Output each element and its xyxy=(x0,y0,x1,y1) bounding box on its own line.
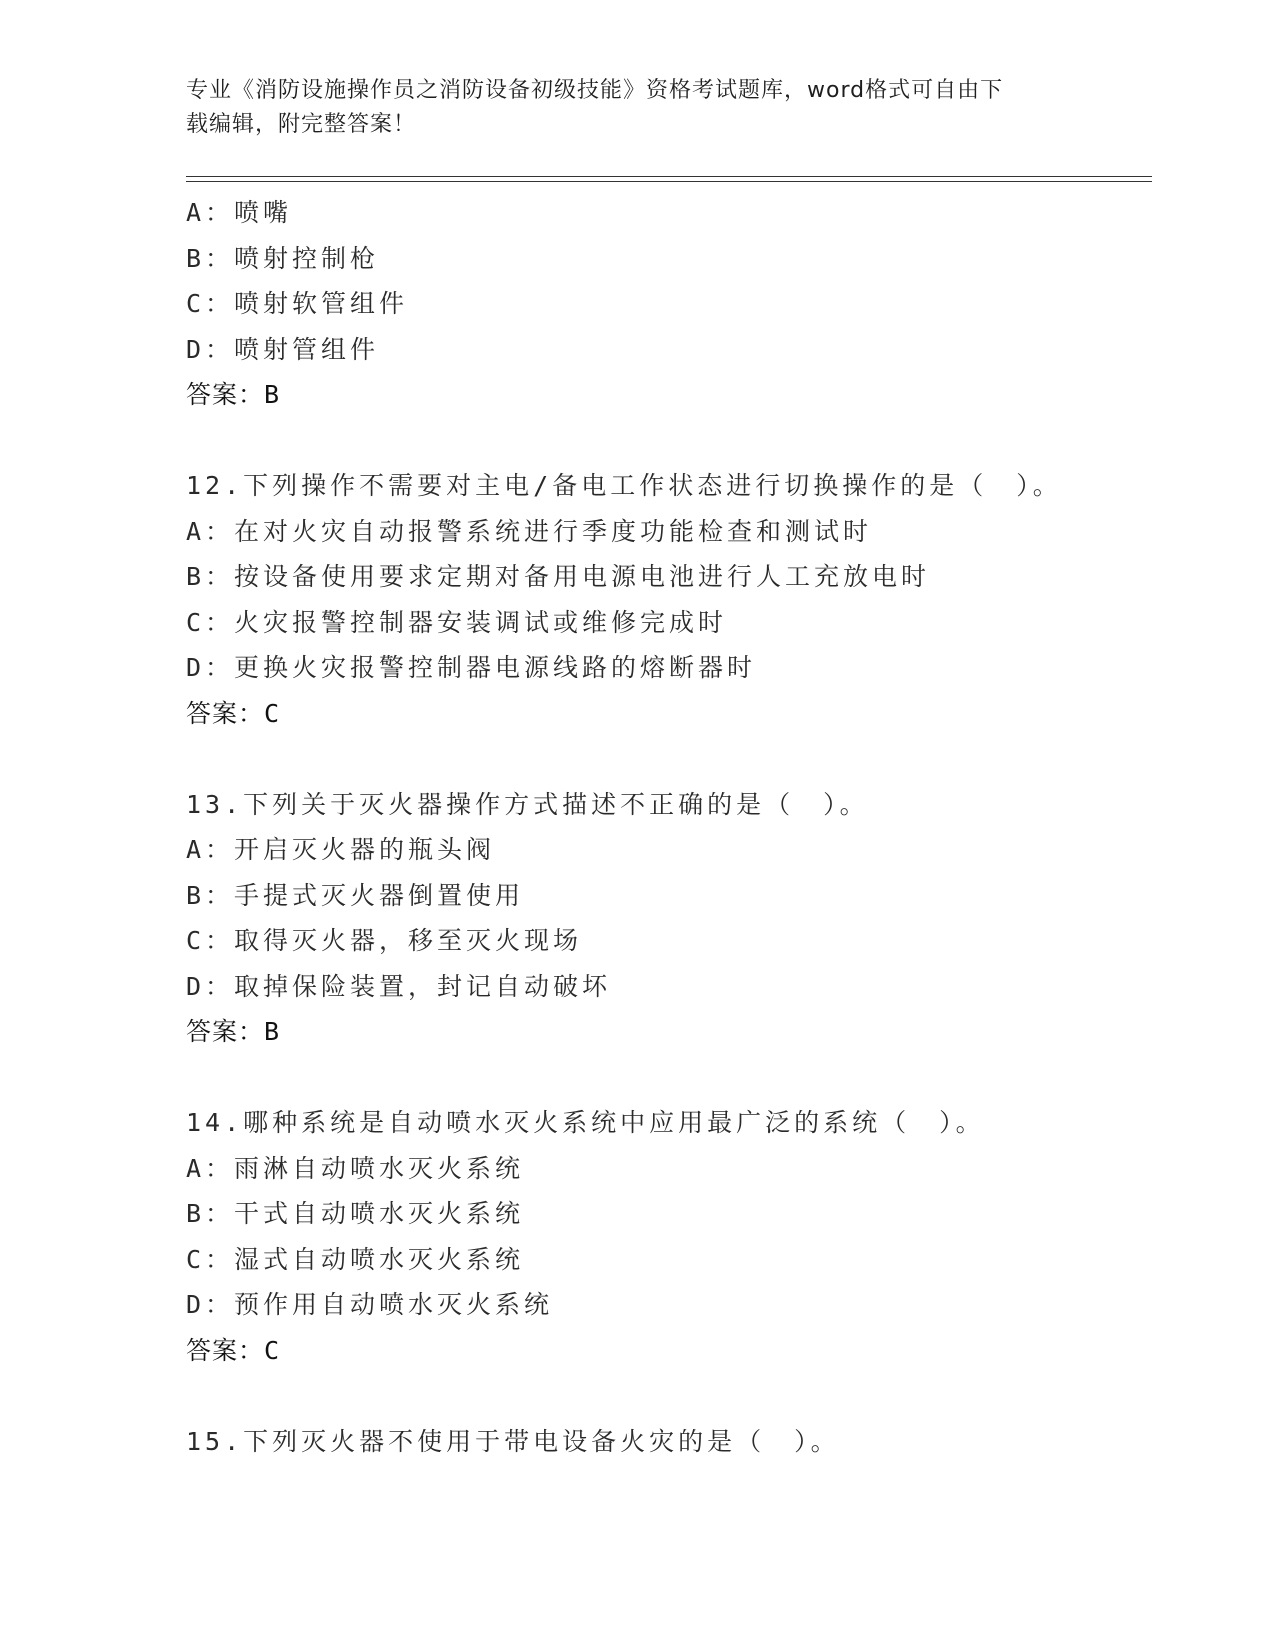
option-a: A：开启灭火器的瓶头阀 xyxy=(186,835,496,864)
question-block-12 xyxy=(186,463,1152,736)
question-text: 15.下列灭火器不使用于带电设备火灾的是（ ）。 xyxy=(186,1426,840,1456)
option-a: A：在对火灾自动报警系统进行季度功能检查和测试时 xyxy=(186,516,873,546)
question-block-15 xyxy=(186,1419,1152,1465)
answer-value: B xyxy=(264,380,281,409)
document-header xyxy=(186,74,1086,142)
option-c: C：火灾报警控制器安装调试或维修完成时 xyxy=(186,607,728,637)
option-d: D：取掉保险装置，封记自动破坏 xyxy=(186,971,612,1001)
option-d: D：更换火灾报警控制器电源线路的熔断器时 xyxy=(186,653,757,682)
option-b: B：干式自动喷水灭火系统 xyxy=(186,1199,525,1228)
question-list xyxy=(186,190,1152,1464)
answer-label: 答案： xyxy=(186,698,265,728)
spacer xyxy=(186,1055,1152,1101)
option-c: C：取得灭火器，移至灭火现场 xyxy=(186,926,583,955)
option-d: D：喷射管组件 xyxy=(186,334,380,364)
question-text: 14.哪种系统是自动喷水灭火系统中应用最广泛的系统（ ）。 xyxy=(186,1108,985,1137)
answer-value: C xyxy=(264,1335,281,1365)
answer-label: 答案： xyxy=(186,1335,265,1365)
option-b: B：按设备使用要求定期对备用电源电池进行人工充放电时 xyxy=(186,562,931,591)
spacer xyxy=(186,1373,1152,1419)
answer-label: 答案： xyxy=(186,380,265,409)
option-a: A：喷嘴 xyxy=(186,198,293,227)
answer-line xyxy=(186,691,1152,737)
option-c: C：喷射软管组件 xyxy=(186,289,409,318)
option-d: D：预作用自动喷水灭火系统 xyxy=(186,1290,554,1319)
question-block-13 xyxy=(186,782,1152,1055)
header-divider-bottom xyxy=(186,181,1152,182)
option-b: B：喷射控制枪 xyxy=(186,243,380,273)
header-line-2: 载编辑，附完整答案！ xyxy=(186,112,417,137)
spacer xyxy=(186,418,1152,464)
spacer xyxy=(186,736,1152,782)
header-line-1: 专业《消防设施操作员之消防设备初级技能》资格考试题库，word格式可自由下 xyxy=(186,78,1004,103)
answer-value: B xyxy=(264,1017,281,1046)
answer-line xyxy=(186,1009,1152,1055)
question-block-11 xyxy=(186,190,1152,418)
question-text: 13.下列关于灭火器操作方式描述不正确的是（ ）。 xyxy=(186,789,869,819)
header-divider-top xyxy=(186,176,1152,177)
option-b: B：手提式灭火器倒置使用 xyxy=(186,880,525,910)
answer-line xyxy=(186,372,1152,418)
option-c: C：湿式自动喷水灭火系统 xyxy=(186,1244,525,1274)
answer-label: 答案： xyxy=(186,1017,265,1046)
option-a: A：雨淋自动喷水灭火系统 xyxy=(186,1153,525,1183)
answer-value: C xyxy=(264,698,281,728)
answer-line xyxy=(186,1328,1152,1374)
question-text: 12.下列操作不需要对主电/备电工作状态进行切换操作的是（ ）。 xyxy=(186,471,1062,500)
question-block-14 xyxy=(186,1100,1152,1373)
